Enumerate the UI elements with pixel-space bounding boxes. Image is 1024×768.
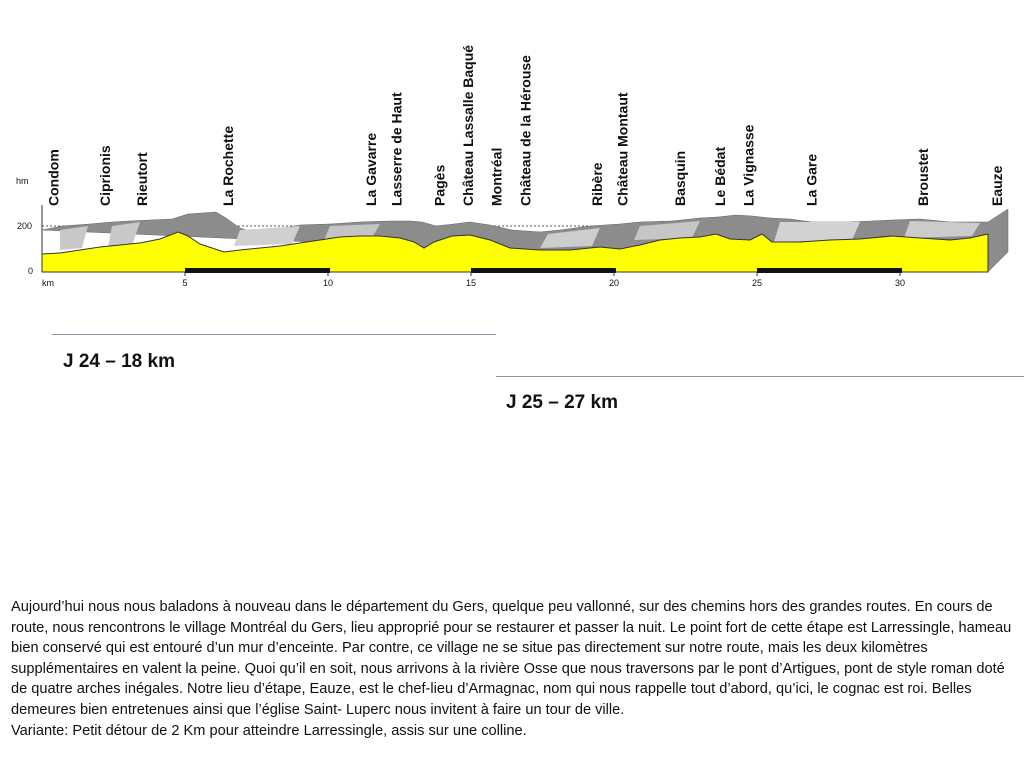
place-label: Pagès bbox=[431, 164, 448, 206]
place-label: Basquin bbox=[671, 150, 688, 206]
x-ticks bbox=[182, 272, 905, 288]
stage-bar bbox=[185, 268, 330, 273]
stage-title-j25: J 25 – 27 km bbox=[506, 392, 618, 413]
place-label: Condom bbox=[45, 149, 62, 206]
profile-facet bbox=[234, 226, 300, 246]
y-tick-200: 200 bbox=[17, 221, 33, 231]
x-tick-label: 30 bbox=[894, 278, 906, 288]
y-unit-label: hm bbox=[16, 176, 29, 186]
stage-description bbox=[11, 597, 1023, 741]
description-variant: Variante: Petit détour de 2 Km pour atteindre Larressingle, assis sur une colline. bbox=[11, 722, 527, 739]
place-label: Le Bédat bbox=[711, 146, 728, 206]
place-label: La Rochette bbox=[219, 125, 236, 206]
place-label: La Vignasse bbox=[740, 124, 757, 206]
stage-bar bbox=[757, 268, 902, 273]
place-label: Château de la Hérouse bbox=[517, 55, 534, 206]
divider-left bbox=[52, 334, 496, 335]
profile-facet bbox=[60, 226, 88, 250]
place-label: La Gavarre bbox=[362, 132, 379, 206]
x-tick-label: 10 bbox=[322, 278, 334, 288]
stage-bar bbox=[471, 268, 616, 273]
x-tick-label: 15 bbox=[465, 278, 477, 288]
place-labels bbox=[45, 45, 1005, 206]
place-label: Broustet bbox=[914, 148, 931, 206]
divider-right bbox=[496, 376, 1024, 377]
place-label: Château Lassalle Baqué bbox=[460, 44, 477, 206]
place-label: Montréal bbox=[488, 147, 505, 206]
place-label: La Gare bbox=[803, 153, 820, 206]
profile-facet bbox=[904, 221, 980, 238]
place-label: Eauze bbox=[989, 165, 1006, 206]
x-tick-label: 5 bbox=[182, 278, 188, 288]
place-label: Château Montaut bbox=[614, 92, 631, 206]
place-label: Ciprionis bbox=[96, 145, 113, 206]
stage-title-j24: J 24 – 18 km bbox=[63, 351, 175, 372]
y-tick-0: 0 bbox=[28, 266, 34, 276]
place-label: Lasserre de Haut bbox=[388, 92, 405, 206]
description-paragraph: Aujourd’hui nous nous baladons à nouveau dans le département du Gers, quelque peu vallonné, sur des chemins hors des grandes routes. En cours de route, nous rencontrons le village Montréal du Gers, lieu approprié pour se restaurer et passer la nuit. Le point fort de cette étape est Larressingle, hameau bien conservé qui est entouré d’un mur d’enceinte. Par contre, ce village ne se situe pas directement sur notre route, mais les deux kilomètres supplémentaires en valent la peine. Quoi qu’il en soit, nous arrivons à la rivière Osse que nous traversons par le pont d’Artigues, pont de style roman doté de quatre arches inégales. Notre lieu d’étape, Eauze, est le chef-lieu d’Armagnac, nom qui nous rappelle tout d’abord, qu’ici, le cognac est roi. Belles demeures bien entretenues ainsi que l’église Saint- Luperc nous invitent à faire un tour de ville. bbox=[11, 599, 1012, 718]
x-unit-label: km bbox=[42, 278, 54, 288]
place-label: Rieutort bbox=[134, 152, 151, 206]
x-tick-label: 20 bbox=[608, 278, 620, 288]
elevation-profile bbox=[0, 0, 1024, 300]
place-label: Ribère bbox=[588, 162, 605, 206]
x-tick-label: 25 bbox=[751, 278, 763, 288]
